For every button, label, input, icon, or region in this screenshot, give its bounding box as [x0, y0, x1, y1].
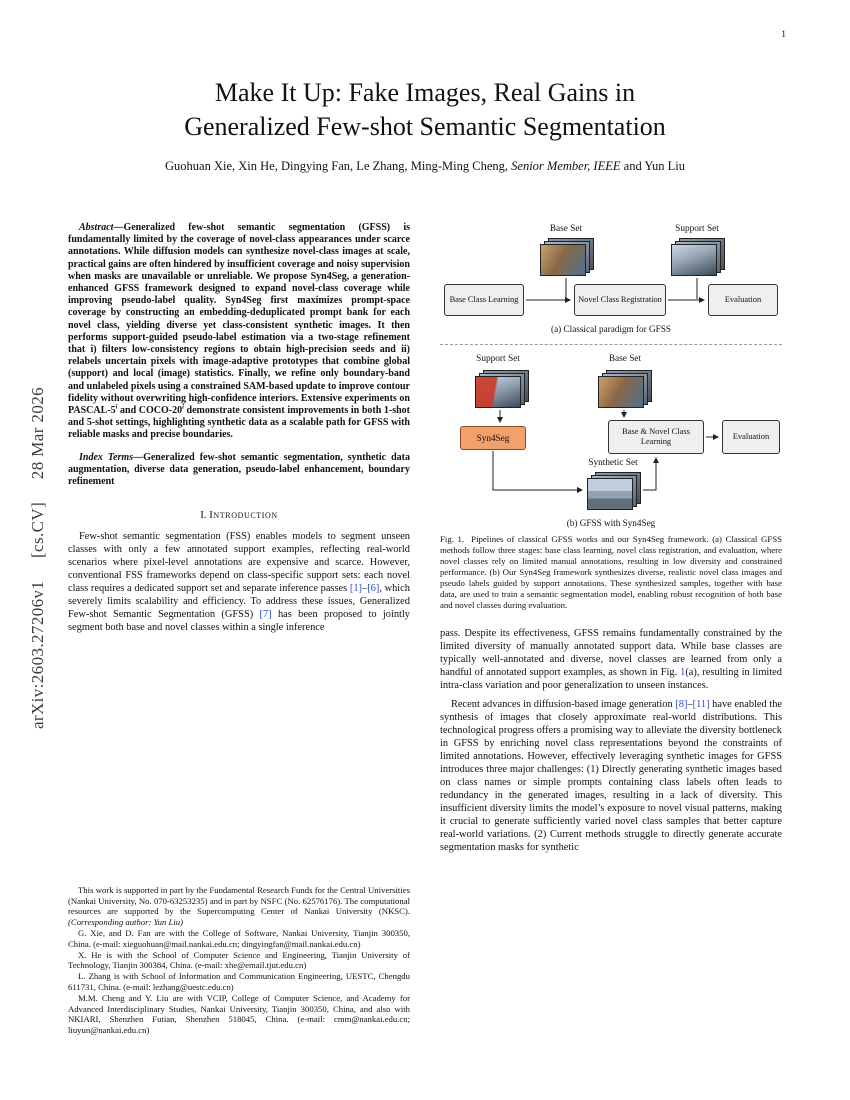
right-column	[440, 222, 782, 1036]
photo-front	[671, 244, 717, 276]
box-base-class-learning: Base Class Learning	[444, 284, 524, 316]
footnote-affil-cheng-liu: M.M. Cheng and Y. Liu are with VCIP, College of Computer Science, and Academy for Advanced Interdisciplinary Studies, Nankai University, Tianjin 300350, China, and also with NKIARI, Shenzhen Futian, Shenzhen 518045, China. (e-mail: cmm@nankai.edu.cn; liuyun@nankai.edu.cn)	[68, 992, 410, 1036]
index-terms	[68, 452, 410, 489]
index-terms-text: Generalized few-shot semantic segmentation, synthetic data augmentation, diverse data generation, pseudo-label enhancement, boundary refinement	[68, 451, 410, 488]
page-number: 1	[781, 30, 786, 40]
support-set-images-b	[475, 370, 529, 410]
arxiv-category: [cs.CV]	[28, 501, 47, 558]
box-evaluation-b: Evaluation	[722, 420, 780, 454]
arxiv-id: arXiv:2603.27206v1	[28, 580, 47, 730]
synthetic-set-images	[587, 472, 641, 512]
photo-front-with-mask	[475, 376, 521, 408]
box-base-novel-class-learning: Base & Novel Class Learning	[608, 420, 704, 454]
paper-title-line1: Make It Up: Fake Images, Real Gains in	[214, 78, 636, 107]
two-column-body	[0, 222, 850, 1036]
abstract-label: Abstract—	[79, 222, 124, 233]
figure-1-canvas	[440, 222, 782, 534]
photo-front	[540, 244, 586, 276]
paper-header	[0, 76, 850, 174]
footnote-funding: This work is supported in part by the Fundamental Research Funds for the Central Universities (Nankai University, No. 070-63253235) and in part by NSFC (No. 62576176). The computational resources are supported by the Supercomputing Center of Nankai University (NKSC). (Corresponding author: Yun Liu)	[68, 884, 410, 928]
label-synthetic-set: Synthetic Set	[588, 458, 638, 468]
photo-front	[598, 376, 644, 408]
citation-link[interactable]: [1]	[349, 583, 362, 595]
left-column	[68, 222, 410, 1036]
abstract	[68, 222, 410, 442]
author-list: Guohuan Xie, Xin He, Dingying Fan, Le Zhang, Ming-Ming Cheng, Senior Member, IEEE and Yun Liu	[165, 159, 685, 173]
label-support-set-a: Support Set	[675, 224, 719, 234]
footnotes	[68, 885, 410, 1036]
box-evaluation-a: Evaluation	[708, 284, 778, 316]
subcaption-b: (b) GFSS with Syn4Seg	[566, 518, 656, 528]
citation-link[interactable]: [7]	[259, 609, 272, 621]
label-base-set-a: Base Set	[549, 224, 583, 234]
footnote-affil-zhang: L. Zhang is with School of Information and Communication Engineering, UESTC, Chengdu 611731, China. (e-mail: lezhang@uestc.edu.cn)	[68, 971, 410, 993]
arxiv-stamp	[28, 298, 48, 818]
footnote-affil-he: X. He is with the School of Computer Science and Engineering, Tianjin University of Technology, Tianjin 300384, China. (e-mail: xhe@email.tjut.edu.cn)	[68, 949, 410, 971]
section-number: I.	[200, 509, 207, 522]
figure-1	[440, 222, 782, 611]
arxiv-date: 28 Mar 2026	[28, 386, 47, 480]
abstract-text: Generalized few-shot semantic segmentation (GFSS) is fundamentally limited by the coverage of novel-class appearances under scarce annotations. While diffusion models can synthesize novel-class images at scale, practical gains are often hindered by insufficient coverage and noisy supervision when masks are unavailable or unreliable. We propose Syn4Seg, a generation-enhanced GFSS framework designed to expand novel-class coverage while improving pseudo-label quality. Syn4Seg first maximizes prompt-space coverage by constructing an embedding-deduplicated prompt bank for each novel class, yielding diverse yet class-consistent synthetic images. It then performs support-guided pseudo-label estimation via a two-stage refinement that i) filters low-consistency regions to obtain high-precision seeds and ii) relabels uncertain pixels with image-adaptive prototypes that combine global (support) and local (image) statistics. Finally, we refine only boundary-band and unlabeled pixels using a constrained SAM-based update to improve contour fidelity without overwriting high-confidence interiors. Extensive experiments on PASCAL-5$^i$ and COCO-20$^i$ demonstrate consistent improvements in both 1-shot and 5-shot settings, highlighting synthetic data as a scalable path for GFSS with reliable masks and precise boundaries.	[68, 222, 411, 441]
support-set-images-a	[671, 238, 725, 278]
box-syn4seg: Syn4Seg	[460, 426, 526, 450]
section-heading-introduction	[68, 509, 410, 521]
figure-1-caption: Fig. 1. Pipelines of classical GFSS works and our Syn4Seg framework. (a) Classical GFSS methods follow three stages: base class learning, novel class registration, and evaluation, where novel classes rely on limited manual annotations, resulting in low diversity and constrained performance. (b) Our Syn4Seg framework synthesizes diverse, realistic novel class images and pseudo labels guided by support annotations. These synthesized samples, together with base data, are used to train a semantic segmentation model, enabling robust recognition of both base and novel classes during evaluation.	[440, 534, 783, 610]
base-set-images-b	[598, 370, 652, 410]
right-paragraph-1: pass. Despite its effectiveness, GFSS remains fundamentally constrained by the limited diversity of manually annotated support data. While base classes are typically well-annotated and diverse, novel classes are learned from only a handful of annotated support examples, as shown in Fig. 1(a), resulting in limited intra-class variation and poor generalization to unseen instances.	[440, 628, 782, 691]
citation-link[interactable]: [8]	[675, 699, 688, 710]
base-set-images-a	[540, 238, 594, 278]
figure-divider	[440, 344, 782, 345]
citation-link[interactable]: [11]	[692, 699, 710, 710]
photo-front	[587, 478, 633, 510]
label-support-set-b: Support Set	[476, 354, 520, 364]
paper-title-line2: Generalized Few-shot Semantic Segmentation	[184, 112, 666, 141]
box-novel-class-registration: Novel Class Registration	[574, 284, 666, 316]
section-title: Introduction	[209, 509, 278, 522]
footnote-affil-xie-fan: G. Xie, and D. Fan are with the College of Software, Nankai University, Tianjin 300350, China. (e-mail: xieguohuan@mail.nankai.edu.cn; dingyingfan@mail.nankai.edu.cn)	[68, 928, 410, 949]
label-base-set-b: Base Set	[608, 354, 642, 364]
citation-link[interactable]: [6]	[367, 583, 380, 595]
intro-paragraph-1: Few-shot semantic segmentation (FSS) enables models to segment unseen classes with only a few annotated support examples, reflecting real-world scenarios where pixel-level annotations are expensive and scarce. However, conventional FSS frameworks depend on class-specific support sets: each novel class requires a dedicated support set and separate inference passes [1]–[6], which severely limits scalability and efficiency. To address these issues, Generalized Few-shot Semantic Segmentation (GFSS) [7] has been proposed to jointly segment both base and novel classes within a single inference	[68, 531, 410, 634]
index-terms-label: Index Terms—	[79, 451, 144, 463]
right-paragraph-2: Recent advances in diffusion-based image generation [8]–[11] have enabled the synthesis of images that closely approximate real-world distributions. This technological progress offers a promising way to alleviate the diversity bottleneck in GFSS by enriching novel class representations beyond the constraints of limited annotations. However, effectively leveraging synthetic images for GFSS introduces three major challenges: (1) Directly generating synthetic images based on class names or simple prompts containing class labels often leads to redundancy in the generated images, resulting in a lack of diversity. This insufficient diversity limits the model’s exposure to novel visual patterns, making it crucial to generate sufficiently varied novel class samples that better capture real-world variations. (2) Current methods struggle to directly generate accurate segmentation masks for synthetic	[440, 699, 782, 853]
subcaption-a: (a) Classical paradigm for GFSS	[551, 324, 671, 334]
citation-link[interactable]: 1	[680, 667, 686, 678]
